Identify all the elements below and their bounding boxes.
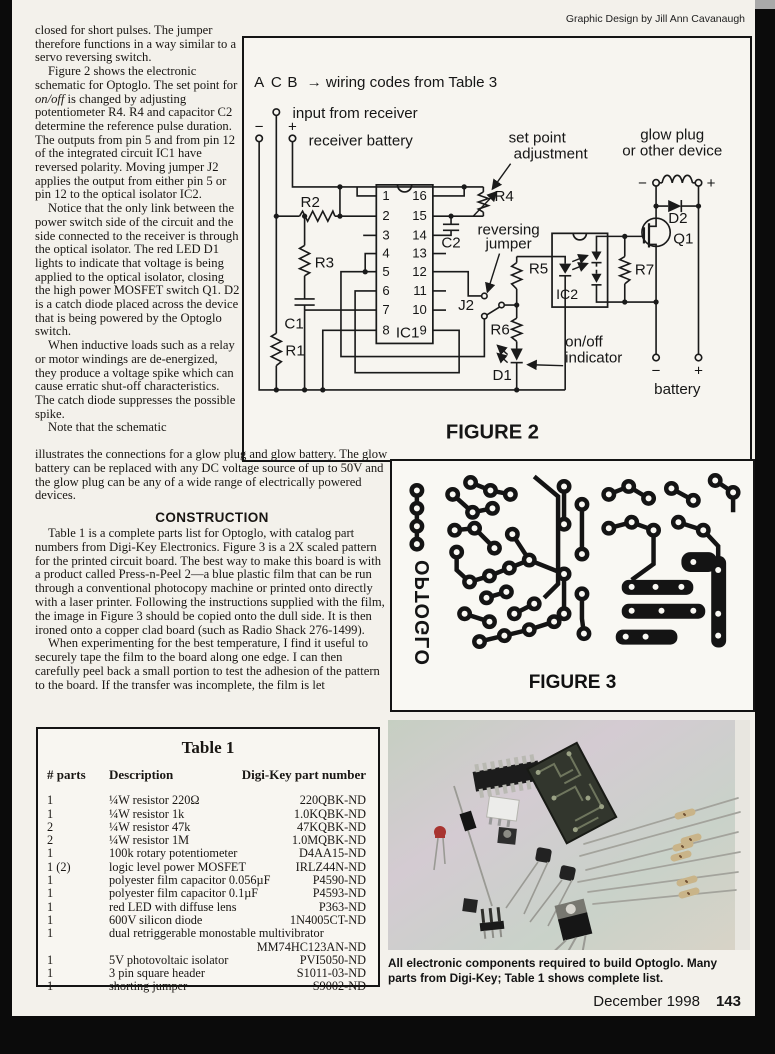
cell-qty: 1	[47, 886, 54, 901]
cell-partnumber: S9002-ND	[312, 979, 366, 994]
table1-title: Table 1	[181, 738, 235, 757]
table-row-continuation	[38, 941, 378, 954]
d2-label: D2	[668, 210, 688, 228]
pin-number: 15	[412, 208, 427, 224]
table-row	[38, 901, 378, 914]
photo-edge-strip	[735, 720, 750, 950]
cell-description: ¼W resistor 47k	[109, 819, 191, 834]
table-row	[38, 861, 378, 874]
set-point-label: set point	[508, 129, 566, 147]
magazine-page	[12, 0, 755, 1016]
table-row	[38, 847, 378, 860]
table1-header	[38, 768, 378, 781]
r2-label: R2	[300, 194, 320, 212]
cell-qty: 1	[47, 966, 54, 981]
table-row	[38, 834, 378, 847]
paragraph: When experimenting for the best temperature, I find it useful to securely tape the film to the board along one edge. I can then carefully peel back a small portion to test the adhesion of the pattern to the board. If the transfer was incomplete, the film is let	[35, 636, 380, 692]
column-header-description: Description	[109, 767, 174, 782]
reversing-label2: jumper	[485, 235, 532, 253]
pin-number: 10	[412, 302, 427, 318]
paragraph: illustrates the connections for a glow plug and glow battery. The glow battery can be replaced with any DC voltage source of up to 50V and the glow plug can be any of a wide range of electrically powered devices.	[35, 447, 388, 503]
j2-label: J2	[458, 297, 475, 315]
table-row	[38, 980, 378, 993]
r6-label: R6	[490, 321, 510, 339]
paragraph	[35, 65, 241, 202]
table-row	[38, 821, 378, 834]
receiver-battery-label: receiver battery	[308, 132, 413, 150]
figure3-caption: FIGURE 3	[528, 672, 617, 693]
cell-description: ¼W resistor 220Ω	[109, 793, 200, 808]
paragraph: Notice that the only link between the power switch side of the circuit and the side connected to the receiver is through the optical isolator. The red LED D1 lights to indicate that voltage is being applied to the optical isolator, closing the high power MOSFET switch Q1. D2 is a catch diode placed across the device that is being powered by the Optoglo switch.	[35, 201, 240, 339]
figure3-pcb-box	[390, 459, 755, 712]
photo-illustration	[388, 720, 750, 950]
article-left-column	[35, 24, 241, 435]
junction-dots	[274, 184, 701, 392]
cell-qty: 1	[47, 846, 54, 861]
minus-sign: −	[651, 362, 661, 380]
paragraph-text: is changed by adjusting potentiometer R4. R4 and capacitor C2 determine the reference pulse duration. The outputs from pin 5 and from pin 12 of the integrated circuit IC1 have reversed polarity. Moving jumper J2 applies the output from either pin 5 or pin 12 to the optical isolator IC2.	[35, 91, 236, 202]
cell-partnumber: 47KQBK-ND	[297, 819, 366, 834]
cell-description: dual retriggerable monostable multivibrator	[109, 926, 324, 941]
cell-partnumber: P4593-ND	[312, 886, 366, 901]
cell-description: shorting jumper	[109, 979, 188, 994]
footer-page-number: 143	[715, 993, 741, 1010]
table-row	[38, 808, 378, 821]
onoff-label: on/off	[565, 333, 603, 351]
ic1-label: IC1	[395, 324, 420, 342]
cell-qty: 1	[47, 952, 54, 967]
paragraph: Table 1 is a complete parts list for Optoglo, with catalog part numbers from Digi-Key Electronics. Figure 3 is a 2X scaled pattern for the printed circuit board. The best way to make this board is with a product called Press-n-Peel 2—a blue plastic film that can be run through a conventional photocopy machine or printed onto directly with a laser printer. Following the instructions supplied with the film, the image in Figure 3 should be copied onto the dull side. It is then ironed onto a copper clad board (such as Radio Shack 276-1499).	[35, 525, 385, 637]
table-row	[38, 954, 378, 967]
plus-sign: +	[706, 174, 716, 192]
footer-issue: December 1998	[593, 993, 700, 1010]
cell-description: 3 pin square header	[109, 966, 205, 981]
terminal-c-label: C	[270, 73, 282, 91]
glow-plug-label2: or other device	[622, 142, 723, 160]
column-header-parts: # parts	[47, 767, 86, 782]
components-photo	[388, 720, 750, 950]
pin-number: 2	[382, 208, 390, 224]
pin-number: 13	[412, 245, 427, 261]
cell-partnumber: 220QBK-ND	[299, 793, 366, 808]
cell-partnumber: S1011-03-ND	[296, 966, 366, 981]
cell-partnumber: 1.0MQBK-ND	[291, 833, 366, 848]
article-wide-column	[35, 448, 389, 693]
plus-sign: +	[694, 362, 703, 380]
pcb-board-text: OPTOGLO	[411, 560, 434, 667]
cell-description: 5V photovoltaic isolator	[109, 952, 229, 967]
pcb-pattern-drawing	[395, 464, 750, 670]
cell-description: 100k rotary potentiometer	[109, 846, 238, 861]
pin-number: 8	[382, 322, 390, 338]
c1-label: C1	[284, 315, 304, 333]
cell-partnumber: PVI5050-ND	[299, 952, 366, 967]
cell-partnumber: 1N4005CT-ND	[289, 912, 366, 927]
d1-label: D1	[492, 366, 512, 384]
r3-label: R3	[314, 254, 335, 272]
page-footer	[593, 993, 741, 1010]
column-header-partnumber: Digi-Key part number	[241, 767, 366, 782]
paragraph: closed for short pulses. The jumper therefore functions in a way similar to a servo reversing switch.	[35, 23, 237, 65]
pin-number: 11	[413, 282, 427, 298]
minus-sign: −	[638, 174, 647, 192]
pin-number: 1	[382, 188, 390, 204]
cell-partnumber: 1.0KQBK-ND	[293, 806, 366, 821]
cell-description: polyester film capacitor 0.1µF	[109, 886, 259, 901]
battery-label: battery	[654, 380, 701, 398]
table-row	[38, 967, 378, 980]
plus-sign: +	[288, 118, 297, 136]
glow-plug-label: glow plug	[640, 126, 705, 144]
table1-rows	[38, 794, 378, 993]
cell-qty: 2	[47, 833, 54, 848]
pin-number: 12	[412, 263, 427, 279]
cell-partnumber: IRLZ44N-ND	[295, 859, 366, 874]
r1-label: R1	[285, 342, 305, 360]
set-point-label2: adjustment	[513, 145, 588, 163]
photo-caption: All electronic components required to build Optoglo. Many parts from Digi-Key; Table 1 shows complete list.	[388, 956, 718, 985]
cell-qty: 2	[47, 819, 54, 834]
table-row	[38, 914, 378, 927]
cell-partnumber: D4AA15-ND	[299, 846, 366, 861]
cell-description: ¼W resistor 1k	[109, 806, 185, 821]
figure2-caption: FIGURE 2	[445, 421, 540, 444]
cell-qty: 1	[47, 793, 54, 808]
paragraph: Note that the schematic	[48, 420, 167, 435]
terminal-a-label: A	[254, 73, 265, 91]
cell-qty: 1 (2)	[47, 859, 71, 874]
terminal-b-label: B	[287, 73, 298, 91]
reversing-label: reversing	[477, 221, 540, 239]
figure2-schematic-box	[242, 36, 752, 462]
table-row	[38, 874, 378, 887]
table-row	[38, 887, 378, 900]
pin-number: 7	[382, 302, 390, 318]
ic2-label: IC2	[556, 285, 579, 302]
pin-number: 5	[382, 263, 390, 279]
cell-description: polyester film capacitor 0.056µF	[109, 873, 271, 888]
cell-qty: 1	[47, 806, 54, 821]
italic-text: on/off	[35, 91, 65, 106]
design-credit: Graphic Design by Jill Ann Cavanaugh	[565, 13, 745, 25]
pin-number: 4	[382, 245, 390, 261]
onoff-label2: indicator	[565, 349, 623, 367]
cell-description: logic level power MOSFET	[109, 859, 246, 874]
wiring-codes-note: → wiring codes from Table 3	[306, 73, 498, 91]
pin-number: 3	[382, 227, 390, 243]
construction-heading: CONSTRUCTION	[155, 510, 269, 526]
r7-label: R7	[634, 261, 655, 279]
pin-number: 6	[382, 282, 390, 298]
pin-number: 14	[412, 227, 427, 243]
q1-label: Q1	[673, 230, 694, 248]
pcb-fills	[616, 552, 726, 647]
table-row	[38, 927, 378, 940]
minus-sign: −	[254, 118, 264, 136]
r4-label: R4	[494, 188, 514, 206]
cell-description: ¼W resistor 1M	[109, 833, 190, 848]
cell-partnumber: MM74HC123AN-ND	[256, 939, 366, 954]
paragraph-text: Figure 2 shows the electronic schematic for Optoglo. The set point for	[35, 64, 238, 92]
pin-number: 16	[412, 188, 427, 204]
r5-label: R5	[528, 260, 549, 278]
cell-description: 600V silicon diode	[109, 912, 203, 927]
cell-qty: 1	[47, 912, 54, 927]
trimmer-potentiometer	[497, 827, 517, 845]
paragraph: When inductive loads such as a relay or motor windings are de-energized, they produce a voltage spike which can cause erratic shut-off characteristics. The catch diode suppresses the possible spike.	[35, 338, 236, 421]
pin-number: 9	[419, 322, 427, 338]
cell-qty: 1	[47, 873, 54, 888]
cell-qty: 1	[47, 899, 54, 914]
cell-qty: 1	[47, 979, 54, 994]
input-label: input from receiver	[292, 105, 418, 123]
cell-qty: 1	[47, 926, 54, 941]
schematic-drawing	[244, 38, 750, 460]
table1-box	[36, 727, 380, 994]
cell-description: red LED with diffuse lens	[109, 899, 237, 914]
cell-partnumber: P363-ND	[318, 899, 366, 914]
shorting-jumper	[462, 898, 478, 913]
cell-partnumber: P4590-ND	[312, 873, 366, 888]
c2-label: C2	[441, 234, 461, 252]
table-row	[38, 794, 378, 807]
